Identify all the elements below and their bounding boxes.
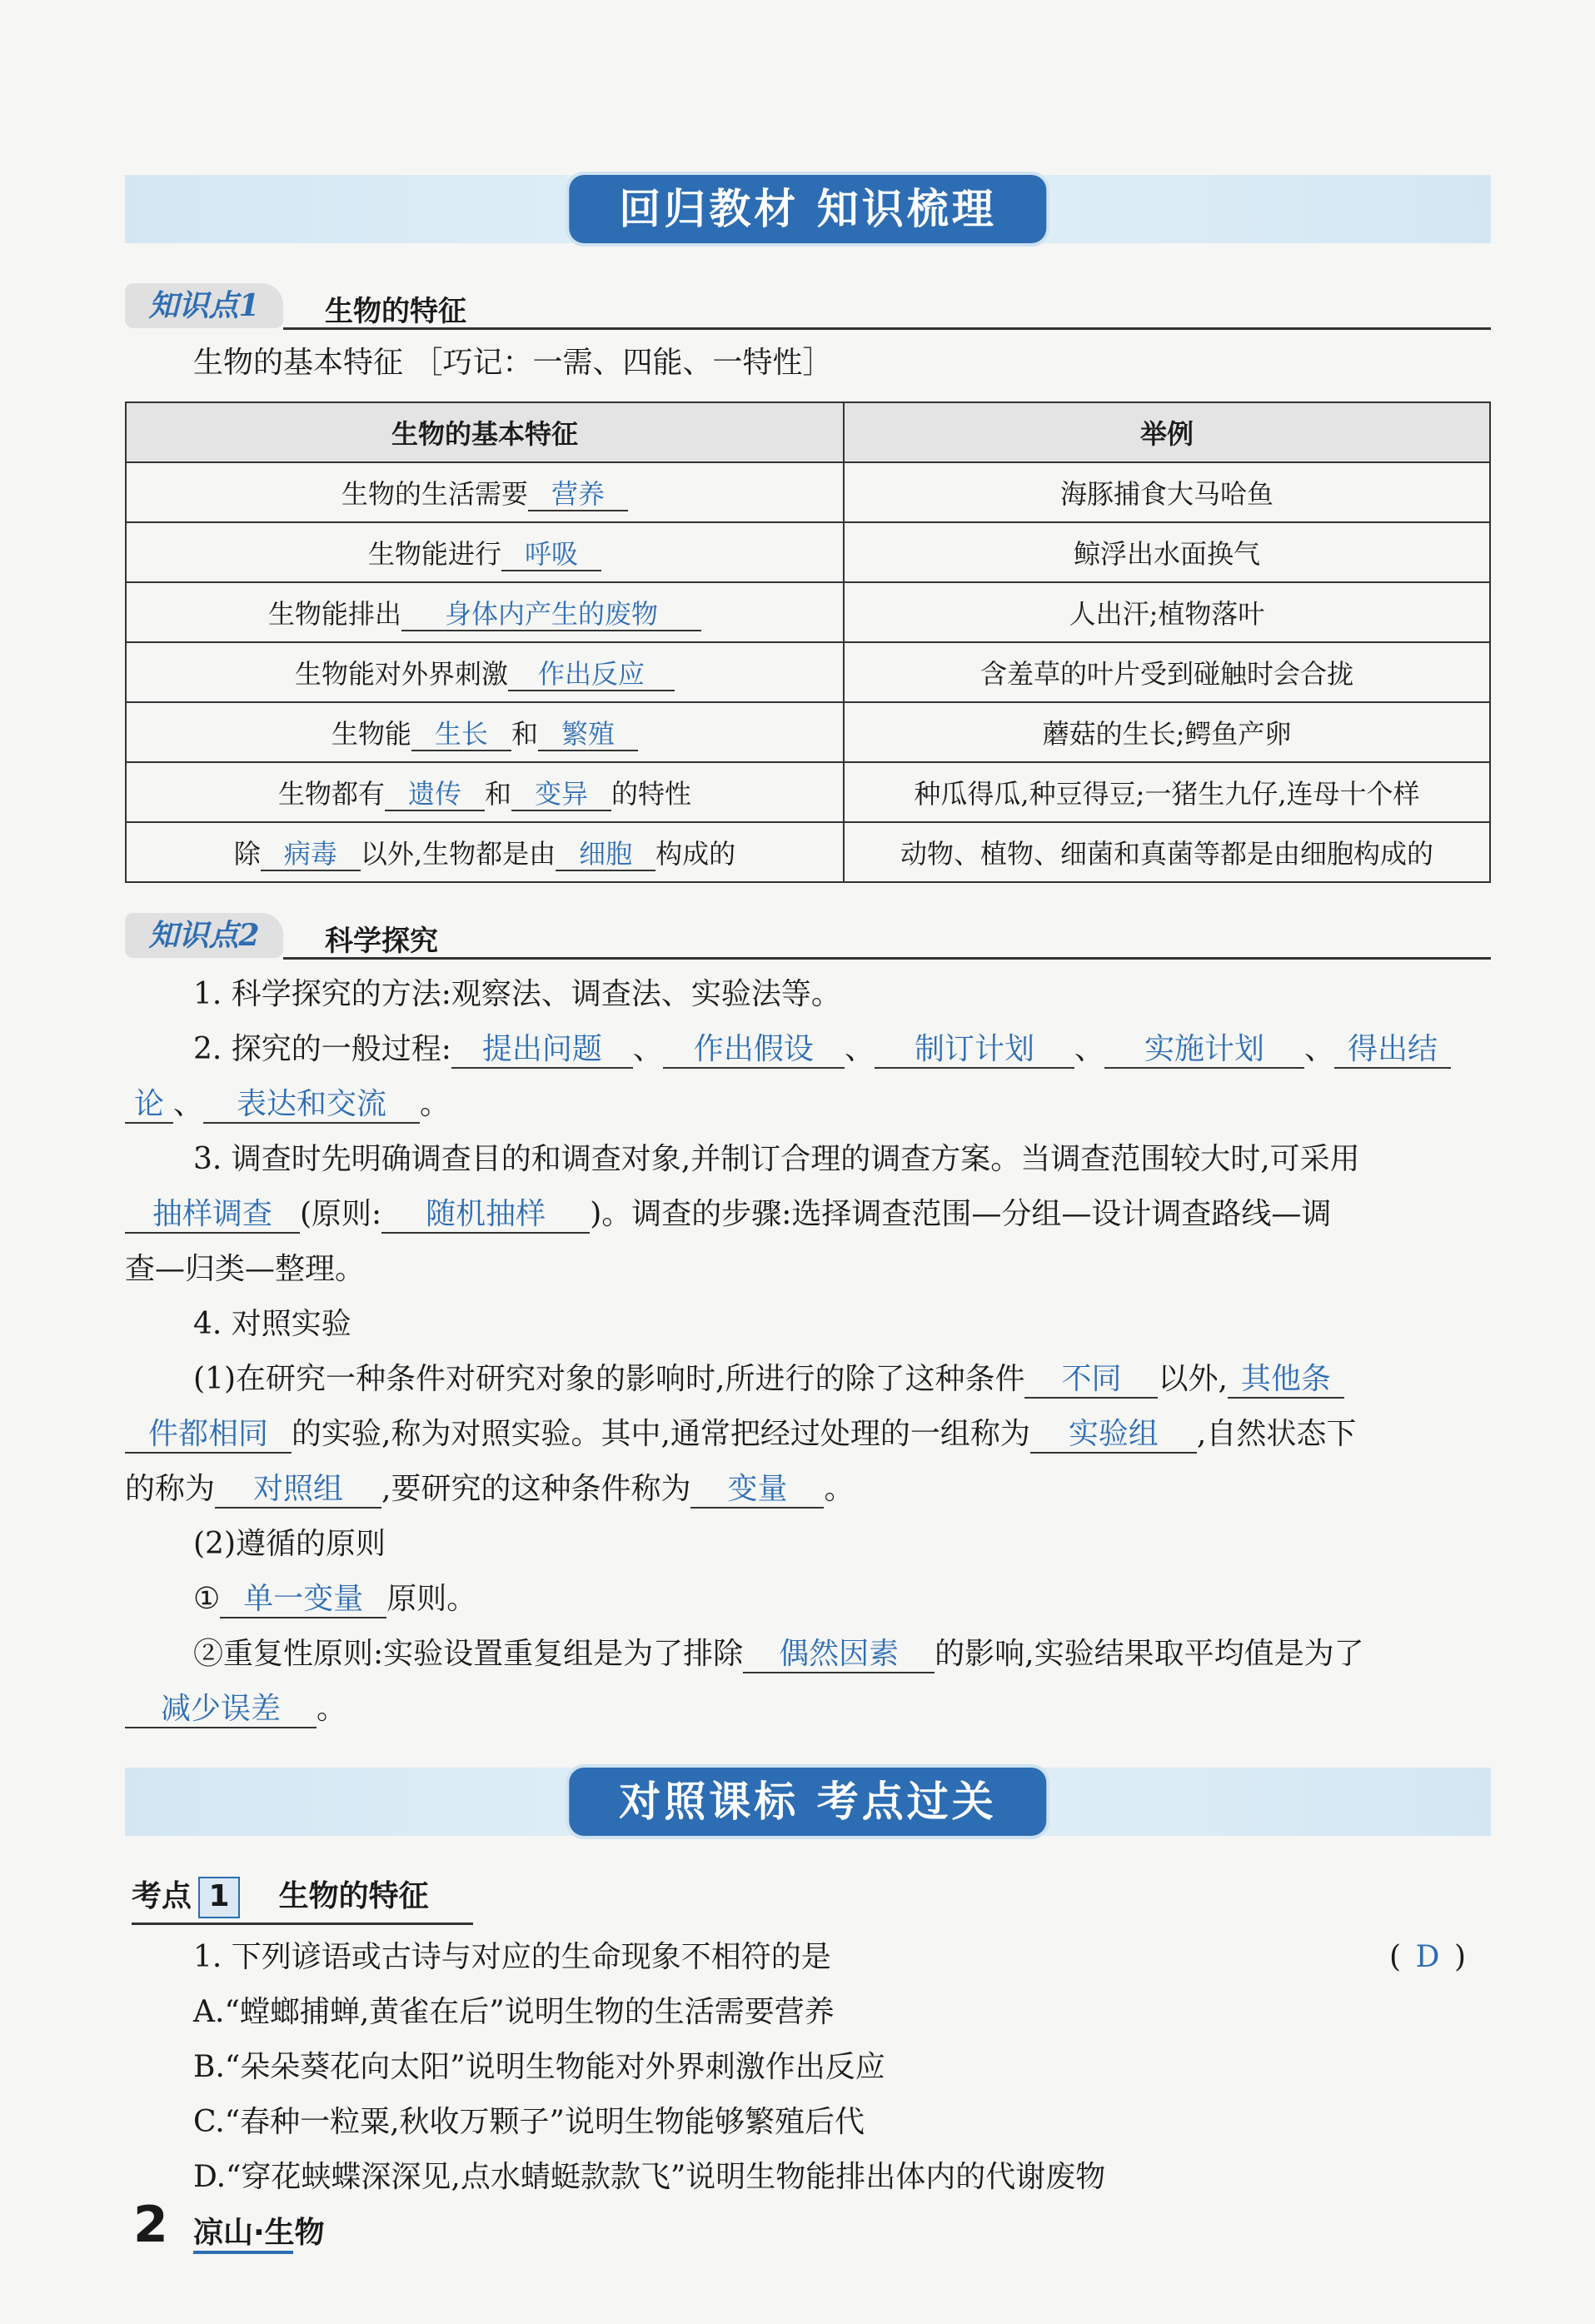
text-fragment: 和 xyxy=(511,718,539,750)
knowledge-point-tag: 知识点2 xyxy=(125,913,283,958)
option-d: D.“穿花蛱蝶深深见,点水蜻蜓款款飞”说明生物能排出体内的代谢废物 xyxy=(193,2160,1106,2194)
text-fragment: 以外, xyxy=(1158,1362,1228,1396)
header-underline xyxy=(283,957,1491,960)
paragraph-principle-2-cont xyxy=(125,1691,346,1728)
section-banner-review xyxy=(125,175,1491,243)
knowledge-point-2-header xyxy=(125,913,1491,960)
answer-blank: 单一变量 xyxy=(220,1582,386,1618)
separator: 、 xyxy=(632,1032,663,1066)
features-table xyxy=(125,401,1491,883)
answer-bracket xyxy=(1389,1939,1466,1976)
feature-cell xyxy=(126,822,844,882)
answer-blank: 随机抽样 xyxy=(381,1197,590,1234)
answer-blank: 实施计划 xyxy=(1104,1032,1304,1069)
answer-blank: 作出假设 xyxy=(663,1032,845,1069)
knowledge-point-title: 生物的特征 xyxy=(325,295,466,328)
answer-blank: 其他条 xyxy=(1228,1362,1344,1399)
answer-blank: 提出问题 xyxy=(451,1032,633,1069)
table-row xyxy=(126,582,1490,642)
text-fragment: (1)在研究一种条件对研究对象的影响时,所进行的除了这种条件 xyxy=(193,1362,1025,1396)
knowledge-point-title: 科学探究 xyxy=(325,925,438,958)
answer-blank: 对照组 xyxy=(215,1472,381,1509)
feature-cell xyxy=(126,582,844,642)
example-cell: 动物、植物、细菌和真菌等都是由细胞构成的 xyxy=(844,822,1490,882)
answer-blank: 变量 xyxy=(690,1472,824,1509)
section-title: 回归教材 知识梳理 xyxy=(569,175,1046,243)
answer-blank: 细胞 xyxy=(556,838,655,871)
answer-blank: 不同 xyxy=(1024,1362,1158,1399)
option-a: A.“螳螂捕蝉,黄雀在后”说明生物的生活需要营养 xyxy=(193,1995,835,2029)
answer-blank: 遗传 xyxy=(385,778,485,811)
text-fragment: 生物能对外界刺激 xyxy=(294,658,508,690)
example-cell: 鲸浮出水面换气 xyxy=(844,522,1490,582)
answer-blank: 作出反应 xyxy=(508,658,675,691)
paragraph-survey-line1: 3. 调查时先明确调查目的和调查对象,并制订合理的调查方案。当调查范围较大时,可采用 xyxy=(193,1142,1360,1176)
answer-blank: 繁殖 xyxy=(538,718,638,751)
answer-blank: 生长 xyxy=(411,718,511,751)
text-fragment: 的特性 xyxy=(611,778,692,810)
page-number: 2 xyxy=(133,2196,168,2254)
answer-blank: 抽样调查 xyxy=(125,1197,300,1234)
text-fragment: 除 xyxy=(233,838,261,870)
text-fragment: ②重复性原则:实验设置重复组是为了排除 xyxy=(193,1637,744,1671)
paragraph-process-line1 xyxy=(193,1031,1451,1069)
exam-point-header xyxy=(132,1873,429,1918)
example-cell: 种瓜得瓜,种豆得豆;一猪生九仔,连母十个样 xyxy=(844,762,1490,822)
kp1-intro: 生物的基本特征 ［巧记：一需、四能、一特性］ xyxy=(193,346,833,380)
footer-title: 凉山·生物 xyxy=(193,2216,325,2250)
bracket-open: ( xyxy=(1389,1940,1402,1974)
answer-blank: 制订计划 xyxy=(875,1032,1074,1069)
table-row xyxy=(126,702,1490,762)
paragraph-principle-1 xyxy=(193,1581,476,1618)
exam-point-label: 考点 xyxy=(132,1879,192,1913)
answer-blank: 实验组 xyxy=(1030,1417,1197,1454)
text-fragment: ,要研究的这种条件称为 xyxy=(381,1472,691,1506)
feature-cell xyxy=(126,702,844,762)
paragraph-survey-line3: 查—归类—整理。 xyxy=(125,1252,366,1286)
section-title: 对照课标 考点过关 xyxy=(569,1768,1046,1836)
text-fragment: 生物的生活需要 xyxy=(341,478,528,510)
text-fragment: 的实验,称为对照实验。其中,通常把经过处理的一组称为 xyxy=(292,1417,1030,1451)
answer-blank: 营养 xyxy=(528,478,628,511)
text-fragment: 构成的 xyxy=(655,838,736,870)
header-underline xyxy=(283,327,1491,330)
text-fragment: 和 xyxy=(484,778,511,810)
feature-cell xyxy=(126,642,844,702)
paragraph-control-head: 4. 对照实验 xyxy=(193,1307,351,1341)
knowledge-point-1-header xyxy=(125,283,1491,330)
table-row xyxy=(126,642,1490,702)
question-stem: 1. 下列谚语或古诗与对应的生命现象不相符的是 xyxy=(193,1940,831,1974)
answer-blank: 得出结 xyxy=(1334,1032,1451,1069)
option-b: B.“朵朵葵花向太阳”说明生物能对外界刺激作出反应 xyxy=(193,2050,885,2084)
process-lead: 2. 探究的一般过程: xyxy=(193,1032,451,1066)
separator: 、 xyxy=(1303,1032,1334,1066)
paragraph-control-line3 xyxy=(125,1471,854,1509)
section-banner-exam xyxy=(125,1768,1491,1836)
text-fragment: 生物能进行 xyxy=(367,538,501,570)
paragraph-principle-2 xyxy=(193,1636,1364,1673)
text-fragment: 生物都有 xyxy=(277,778,385,810)
example-cell: 海豚捕食大马哈鱼 xyxy=(844,462,1490,522)
answer-blank: 减少误差 xyxy=(125,1692,317,1728)
feature-cell xyxy=(126,462,844,522)
text-fragment: (原则: xyxy=(300,1197,382,1231)
text-fragment: 的称为 xyxy=(125,1472,216,1506)
paragraph-control-line1 xyxy=(193,1361,1344,1399)
bracket-close: ) xyxy=(1454,1940,1467,1974)
separator: 、 xyxy=(1074,1032,1104,1066)
answer-blank: 论 xyxy=(125,1087,173,1124)
table-row xyxy=(126,822,1490,882)
example-cell: 人出汗;植物落叶 xyxy=(844,582,1490,642)
header-underline xyxy=(132,1923,473,1925)
knowledge-point-tag: 知识点1 xyxy=(125,283,283,328)
example-cell: 含羞草的叶片受到碰触时会合拢 xyxy=(844,642,1490,702)
paragraph-methods: 1. 科学探究的方法:观察法、调查法、实验法等。 xyxy=(193,977,841,1011)
text-fragment: 生物能排出 xyxy=(267,598,401,630)
exam-point-title: 生物的特征 xyxy=(278,1879,429,1913)
answer-blank: 偶然因素 xyxy=(743,1637,935,1673)
text-fragment: ① xyxy=(193,1582,221,1616)
table-header-row xyxy=(126,402,1490,462)
example-cell: 蘑菇的生长;鳄鱼产卵 xyxy=(844,702,1490,762)
paragraph-process-line2 xyxy=(125,1086,450,1124)
sentence-end: 。 xyxy=(317,1692,347,1726)
table-header-cell: 生物的基本特征 xyxy=(126,402,844,462)
text-fragment: 的影响,实验结果取平均值是为了 xyxy=(935,1637,1364,1671)
text-fragment: 原则。 xyxy=(386,1582,477,1616)
footer-rule xyxy=(193,2251,293,2254)
answer-blank: 件都相同 xyxy=(125,1417,292,1454)
answer-blank: 表达和交流 xyxy=(203,1087,420,1124)
table-row xyxy=(126,762,1490,822)
separator: 、 xyxy=(844,1032,875,1066)
text-fragment: )。调查的步骤:选择调查范围—分组—设计调查路线—调 xyxy=(590,1197,1332,1231)
feature-cell xyxy=(126,762,844,822)
sentence-end: 。 xyxy=(824,1472,855,1506)
sentence-end: 。 xyxy=(420,1087,451,1121)
answer-blank: 病毒 xyxy=(261,838,361,871)
option-c: C.“春种一粒粟,秋收万颗子”说明生物能够繁殖后代 xyxy=(193,2105,865,2139)
answer-blank: 身体内产生的废物 xyxy=(401,598,701,631)
paragraph-survey-line2 xyxy=(125,1196,1331,1234)
separator: 、 xyxy=(173,1087,204,1121)
text-fragment: 以外,生物都是由 xyxy=(360,838,556,870)
table-row xyxy=(126,522,1490,582)
question-answer: D xyxy=(1415,1940,1440,1974)
feature-cell xyxy=(126,522,844,582)
exam-point-number: 1 xyxy=(198,1877,240,1918)
text-fragment: 生物能 xyxy=(331,718,411,750)
answer-blank: 变异 xyxy=(511,778,611,811)
paragraph-control-line2 xyxy=(125,1416,1356,1454)
table-header-cell: 举例 xyxy=(844,402,1490,462)
paragraph-principles-head: (2)遵循的原则 xyxy=(193,1527,386,1561)
text-fragment: ,自然状态下 xyxy=(1196,1417,1357,1451)
answer-blank: 呼吸 xyxy=(501,538,601,571)
table-row xyxy=(126,462,1490,522)
